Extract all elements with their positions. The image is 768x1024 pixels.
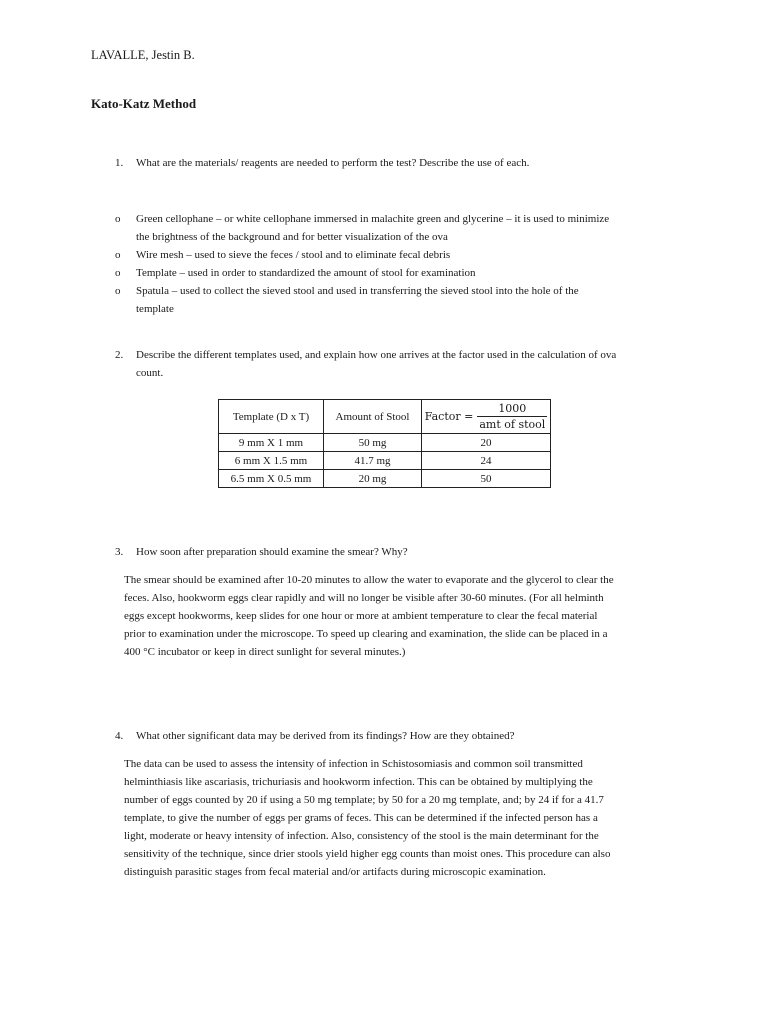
answer-line: number of eggs counted by 20 if using a 50 mg template; by 50 for a 20 mg template, and; by 24 if for a 41.7 [124, 794, 604, 806]
answer-line: 400 °C incubator or keep in direct sunlight for several minutes.) [124, 646, 406, 658]
list-item-text: Green cellophane – or white cellophane immersed in malachite green and glycerine – it is used to minimize [136, 213, 610, 225]
answer-line: template, to give the number of eggs per grams of feces. This can be determined if the infected person has a [124, 812, 598, 824]
list-item [115, 282, 685, 300]
factor-numerator: 1000 [498, 402, 527, 415]
question-4-text: What other significant data may be derived from its findings? How are they obtained? [136, 730, 515, 742]
question-2-number: 2. [115, 349, 124, 361]
answer-line: The smear should be examined after 10-20 minutes to allow the water to evaporate and the glycerol to clear the [124, 574, 614, 586]
bullet-marker: o [115, 213, 121, 225]
table-row [219, 434, 551, 452]
answer-line: distinguish parasitic stages from fecal material and/or artifacts during microscopic examination. [124, 866, 546, 878]
list-item-text: template [136, 303, 174, 315]
table-header-row [219, 400, 551, 434]
factor-denominator: amt of stool [479, 418, 546, 431]
question-3-text: How soon after preparation should examine the smear? Why? [136, 546, 408, 558]
document-title: Kato-Katz Method [91, 96, 197, 111]
cell-template: 6 mm X 1.5 mm [219, 452, 324, 470]
question-1-number: 1. [115, 157, 124, 169]
template-table [218, 399, 551, 488]
question-4-number: 4. [115, 730, 124, 742]
factor-fraction [477, 402, 547, 431]
cell-factor: 50 [422, 470, 551, 488]
list-item-continuation [115, 228, 685, 246]
cell-factor: 24 [422, 452, 551, 470]
author-name: LAVALLE, Jestin B. [91, 48, 195, 62]
header-factor [422, 400, 551, 434]
answer-line: eggs except hookworms, keep slides for one hour or more at ambient temperature to clear the fecal material [124, 610, 598, 622]
question-2-line-2: count. [136, 367, 164, 379]
materials-list [115, 210, 685, 318]
list-item-text: Wire mesh – used to sieve the feces / stool and to eliminate fecal debris [136, 249, 451, 261]
question-2-line-1: Describe the different templates used, and explain how one arrives at the factor used in the calculation of ova [136, 349, 617, 361]
list-item-continuation [115, 300, 685, 318]
list-item [115, 210, 685, 228]
bullet-marker: o [115, 249, 121, 261]
table-row [219, 470, 551, 488]
question-3-number: 3. [115, 546, 124, 558]
cell-factor: 20 [422, 434, 551, 452]
question-1-text: What are the materials/ reagents are needed to perform the test? Describe the use of each. [136, 157, 530, 169]
list-item-text: Spatula – used to collect the sieved stool and used in transferring the sieved stool into the hole of the [136, 285, 579, 297]
cell-amount: 20 mg [324, 470, 422, 488]
answer-line: The data can be used to assess the intensity of infection in Schistosomiasis and common soil transmitted [124, 758, 583, 770]
answer-line: helminthiasis like ascariasis, trichuriasis and hookworm infection. This can be obtained by multiplying the [124, 776, 593, 788]
answer-line: feces. Also, hookworm eggs clear rapidly and will no longer be visible after 30-60 minutes. (For all helminth [124, 592, 604, 604]
list-item-text: Template – used in order to standardized the amount of stool for examination [136, 267, 476, 279]
answer-line: prior to examination under the microscope. To speed up clearing and examination, the slide can be placed in a [124, 628, 608, 640]
bullet-marker: o [115, 285, 121, 297]
cell-template: 6.5 mm X 0.5 mm [219, 470, 324, 488]
list-item-text: the brightness of the background and for better visualization of the ova [136, 231, 448, 243]
answer-3-paragraph [124, 571, 676, 661]
list-item [115, 246, 685, 264]
cell-amount: 41.7 mg [324, 452, 422, 470]
answer-line: light, moderate or heavy intensity of infection. Also, consistency of the stool is the main determinant for the [124, 830, 599, 842]
list-item [115, 264, 685, 282]
bullet-marker: o [115, 267, 121, 279]
factor-label: Factor = [424, 410, 474, 423]
header-amount: Amount of Stool [324, 400, 422, 434]
header-template: Template (D x T) [219, 400, 324, 434]
cell-amount: 50 mg [324, 434, 422, 452]
answer-line: sensitivity of the technique, since drier stools yield higher egg counts than moist ones. This procedure can also [124, 848, 611, 860]
table-row [219, 452, 551, 470]
answer-4-paragraph [124, 755, 676, 881]
cell-template: 9 mm X 1 mm [219, 434, 324, 452]
